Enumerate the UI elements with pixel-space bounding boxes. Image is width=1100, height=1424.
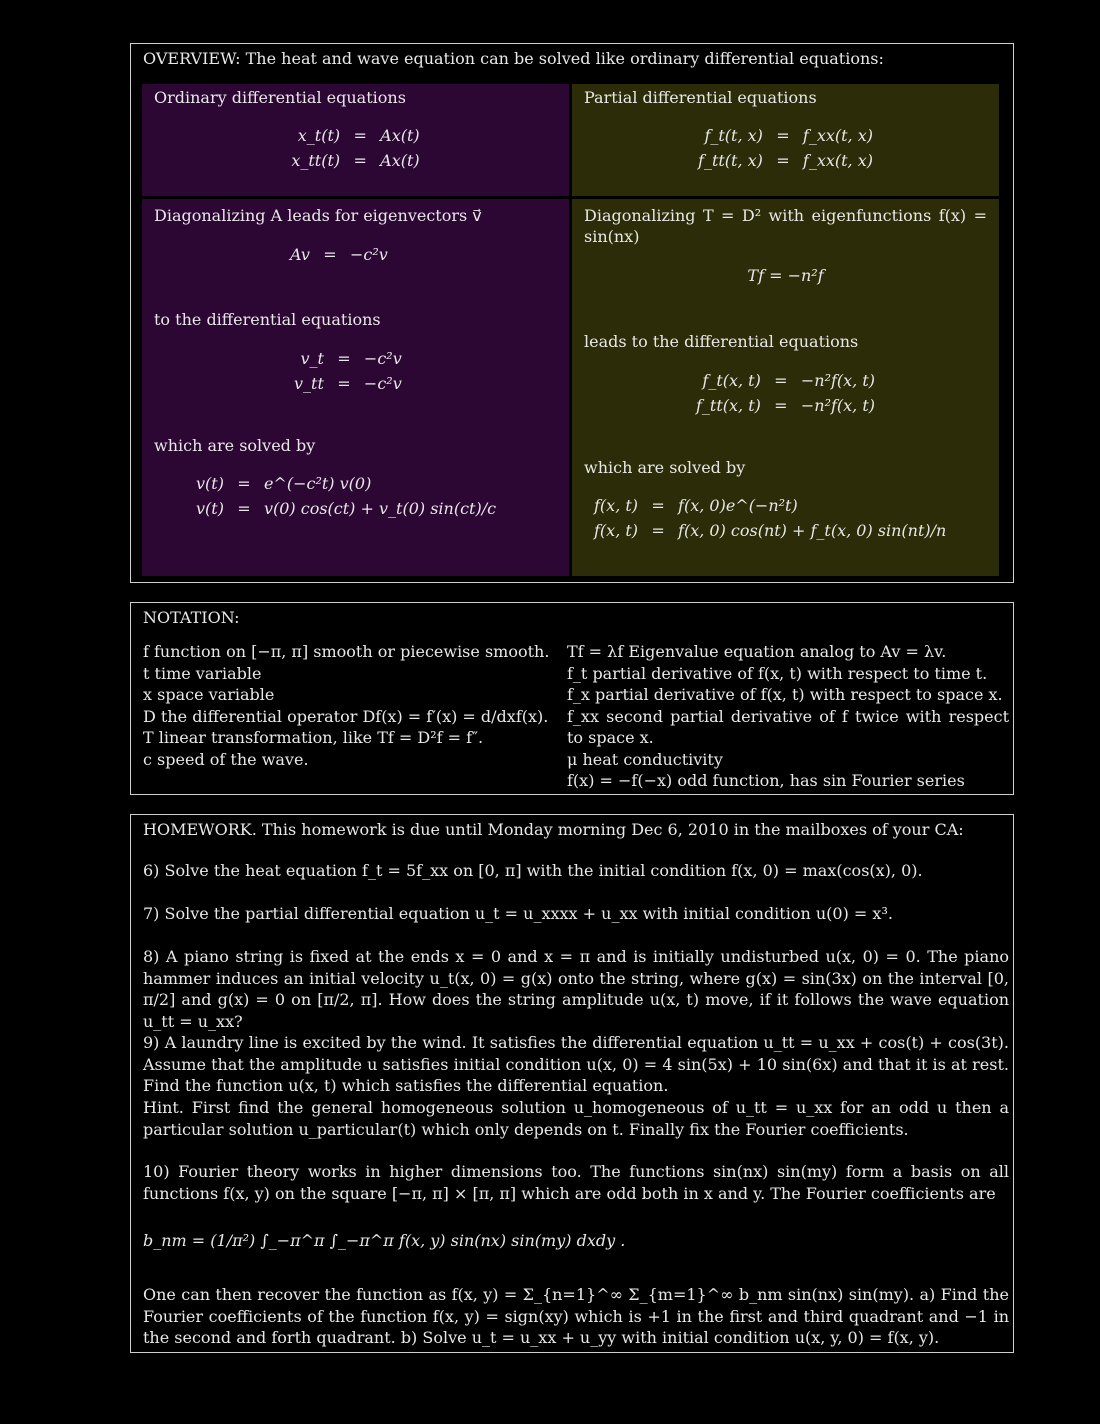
ode-solutions: v(t) = e^(−c²t) v(0) v(t) = v(0) cos(ct) + v_t(0) sin(ct)/c — [196, 474, 497, 518]
ode-diff-eqs: v_t = −c²v v_tt = −c²v — [294, 349, 402, 393]
pde-body-panel — [572, 199, 999, 576]
homework-heading: HOMEWORK. This homework is due until Monday morning Dec 6, 2010 in the mailboxes of your CA: — [143, 820, 964, 839]
overview-section — [130, 43, 1014, 583]
pde-solved-text: which are solved by — [584, 458, 746, 477]
notation-item: x space variable — [143, 685, 275, 704]
homework-section — [130, 814, 1014, 1353]
ode-body-panel — [142, 199, 569, 576]
ode-equations: x_t(t) = Ax(t) x_tt(t) = Ax(t) — [291, 126, 420, 170]
notation-item: T linear transformation, like Tf = D²f = f″. — [143, 728, 484, 747]
pde-diag-text: Diagonalizing T = D² with eigenfunctions f(x) = sin(nx) — [584, 206, 987, 246]
pde-solutions: f(x, t) = f(x, 0)e^(−n²t) f(x, t) = f(x, 0) cos(nt) + f_t(x, 0) sin(nt)/n — [594, 496, 947, 540]
notation-left-column — [143, 641, 553, 770]
notation-item: c speed of the wave. — [143, 749, 309, 769]
notation-item: t time variable — [143, 663, 262, 683]
notation-item: Tf = λf Eigenvalue equation analog to Av = λv. — [567, 642, 947, 661]
notation-item: f_t partial derivative of f(x, t) with respect to time t. — [567, 663, 988, 683]
notation-heading: NOTATION: — [143, 608, 240, 627]
problem-8: 8) A piano string is fixed at the ends x = 0 and x = π and is initially undisturbed u(x, 0) = 0. The piano hammer induces an initial velocity u_t(x, 0) = g(x) onto the string, where g(x) = sin(3x) on the interval [0, π/2] and g(x) = 0 on [π/2, π]. How does the string amplitude u(x, t) move, if it follows the wave equation u_tt = u_xx? — [143, 947, 1009, 1031]
problem-10-end: One can then recover the function as f(x, y) = Σ_{n=1}^∞ Σ_{m=1}^∞ b_nm sin(nx) sin(my). a) Find the Fourier coefficients of the function f(x, y) = sign(xy) which is +1 in the first and third quadrant and −1 in the second and forth quadrant. b) Solve u_t = u_xx + u_yy with initial condition u(x, y, 0) = f(x, y). — [143, 1285, 1009, 1347]
ode-title: Ordinary differential equations — [154, 88, 406, 107]
problem-10: 10) Fourier theory works in higher dimensions too. The functions sin(nx) sin(my) form a basis on all functions f(x, y) on the square [−π, π] × [π, π] which are odd both in x and y. The Fourier coefficients are — [143, 1162, 1009, 1203]
ode-eigen-eq: Av = −c²v — [290, 245, 388, 264]
notation-item: f_xx second partial derivative of f twice with respect to space x. — [567, 706, 1009, 747]
notation-right-column — [567, 641, 1009, 792]
notation-item: f function on [−π, π] smooth or piecewise smooth. — [143, 642, 550, 661]
pde-equations: f_t(t, x) = f_xx(t, x) f_tt(t, x) = f_xx(t, x) — [698, 126, 873, 170]
pde-diff-eqs: f_t(x, t) = −n²f(x, t) f_tt(x, t) = −n²f(x, t) — [695, 371, 876, 415]
pde-to-text: leads to the differential equations — [584, 332, 859, 351]
notation-section — [130, 602, 1014, 795]
overview-heading: OVERVIEW: The heat and wave equation can be solved like ordinary differential equations: — [143, 49, 884, 68]
notation-item: μ heat conductivity — [567, 749, 723, 769]
ode-diag-text: Diagonalizing A leads for eigenvectors v⃗ — [154, 206, 482, 225]
problem-9-hint: Hint. First find the general homogeneous solution u_homogeneous of u_tt = u_xx for an odd u then a particular solution u_particular(t) which only depends on t. Finally fix the Fourier coefficients. — [143, 1098, 1009, 1139]
notation-item: f(x) = −f(−x) odd function, has sin Fourier series — [567, 771, 965, 790]
ode-solved-text: which are solved by — [154, 436, 316, 455]
pde-title-panel — [572, 84, 999, 196]
notation-item: f_x partial derivative of f(x, t) with respect to space x. — [567, 685, 1003, 704]
problem-7: 7) Solve the partial differential equation u_t = u_xxxx + u_xx with initial condition u(0) = x³. — [143, 904, 893, 923]
problem-9: 9) A laundry line is excited by the wind. It satisfies the differential equation u_tt = u_xx + cos(t) + cos(3t). Assume that the amplitude u satisfies initial condition u(x, 0) = 4 sin(5x) + 10 sin(6x) and that it is at rest. Find the function u(x, t) which satisfies the differential equation. — [143, 1033, 1009, 1095]
problem-10-formula: b_nm = (1/π²) ∫_−π^π ∫_−π^π f(x, y) sin(nx) sin(my) dxdy . — [143, 1231, 626, 1250]
problem-6: 6) Solve the heat equation f_t = 5f_xx on [0, π] with the initial condition f(x, 0) = max(cos(x), 0). — [143, 861, 923, 880]
notation-item: D the differential operator Df(x) = f′(x) = d/dxf(x). — [143, 706, 549, 726]
pde-title: Partial differential equations — [584, 88, 817, 107]
ode-to-text: to the differential equations — [154, 310, 381, 329]
ode-title-panel — [142, 84, 569, 196]
pde-eigen-eq: Tf = −n²f — [747, 266, 824, 285]
